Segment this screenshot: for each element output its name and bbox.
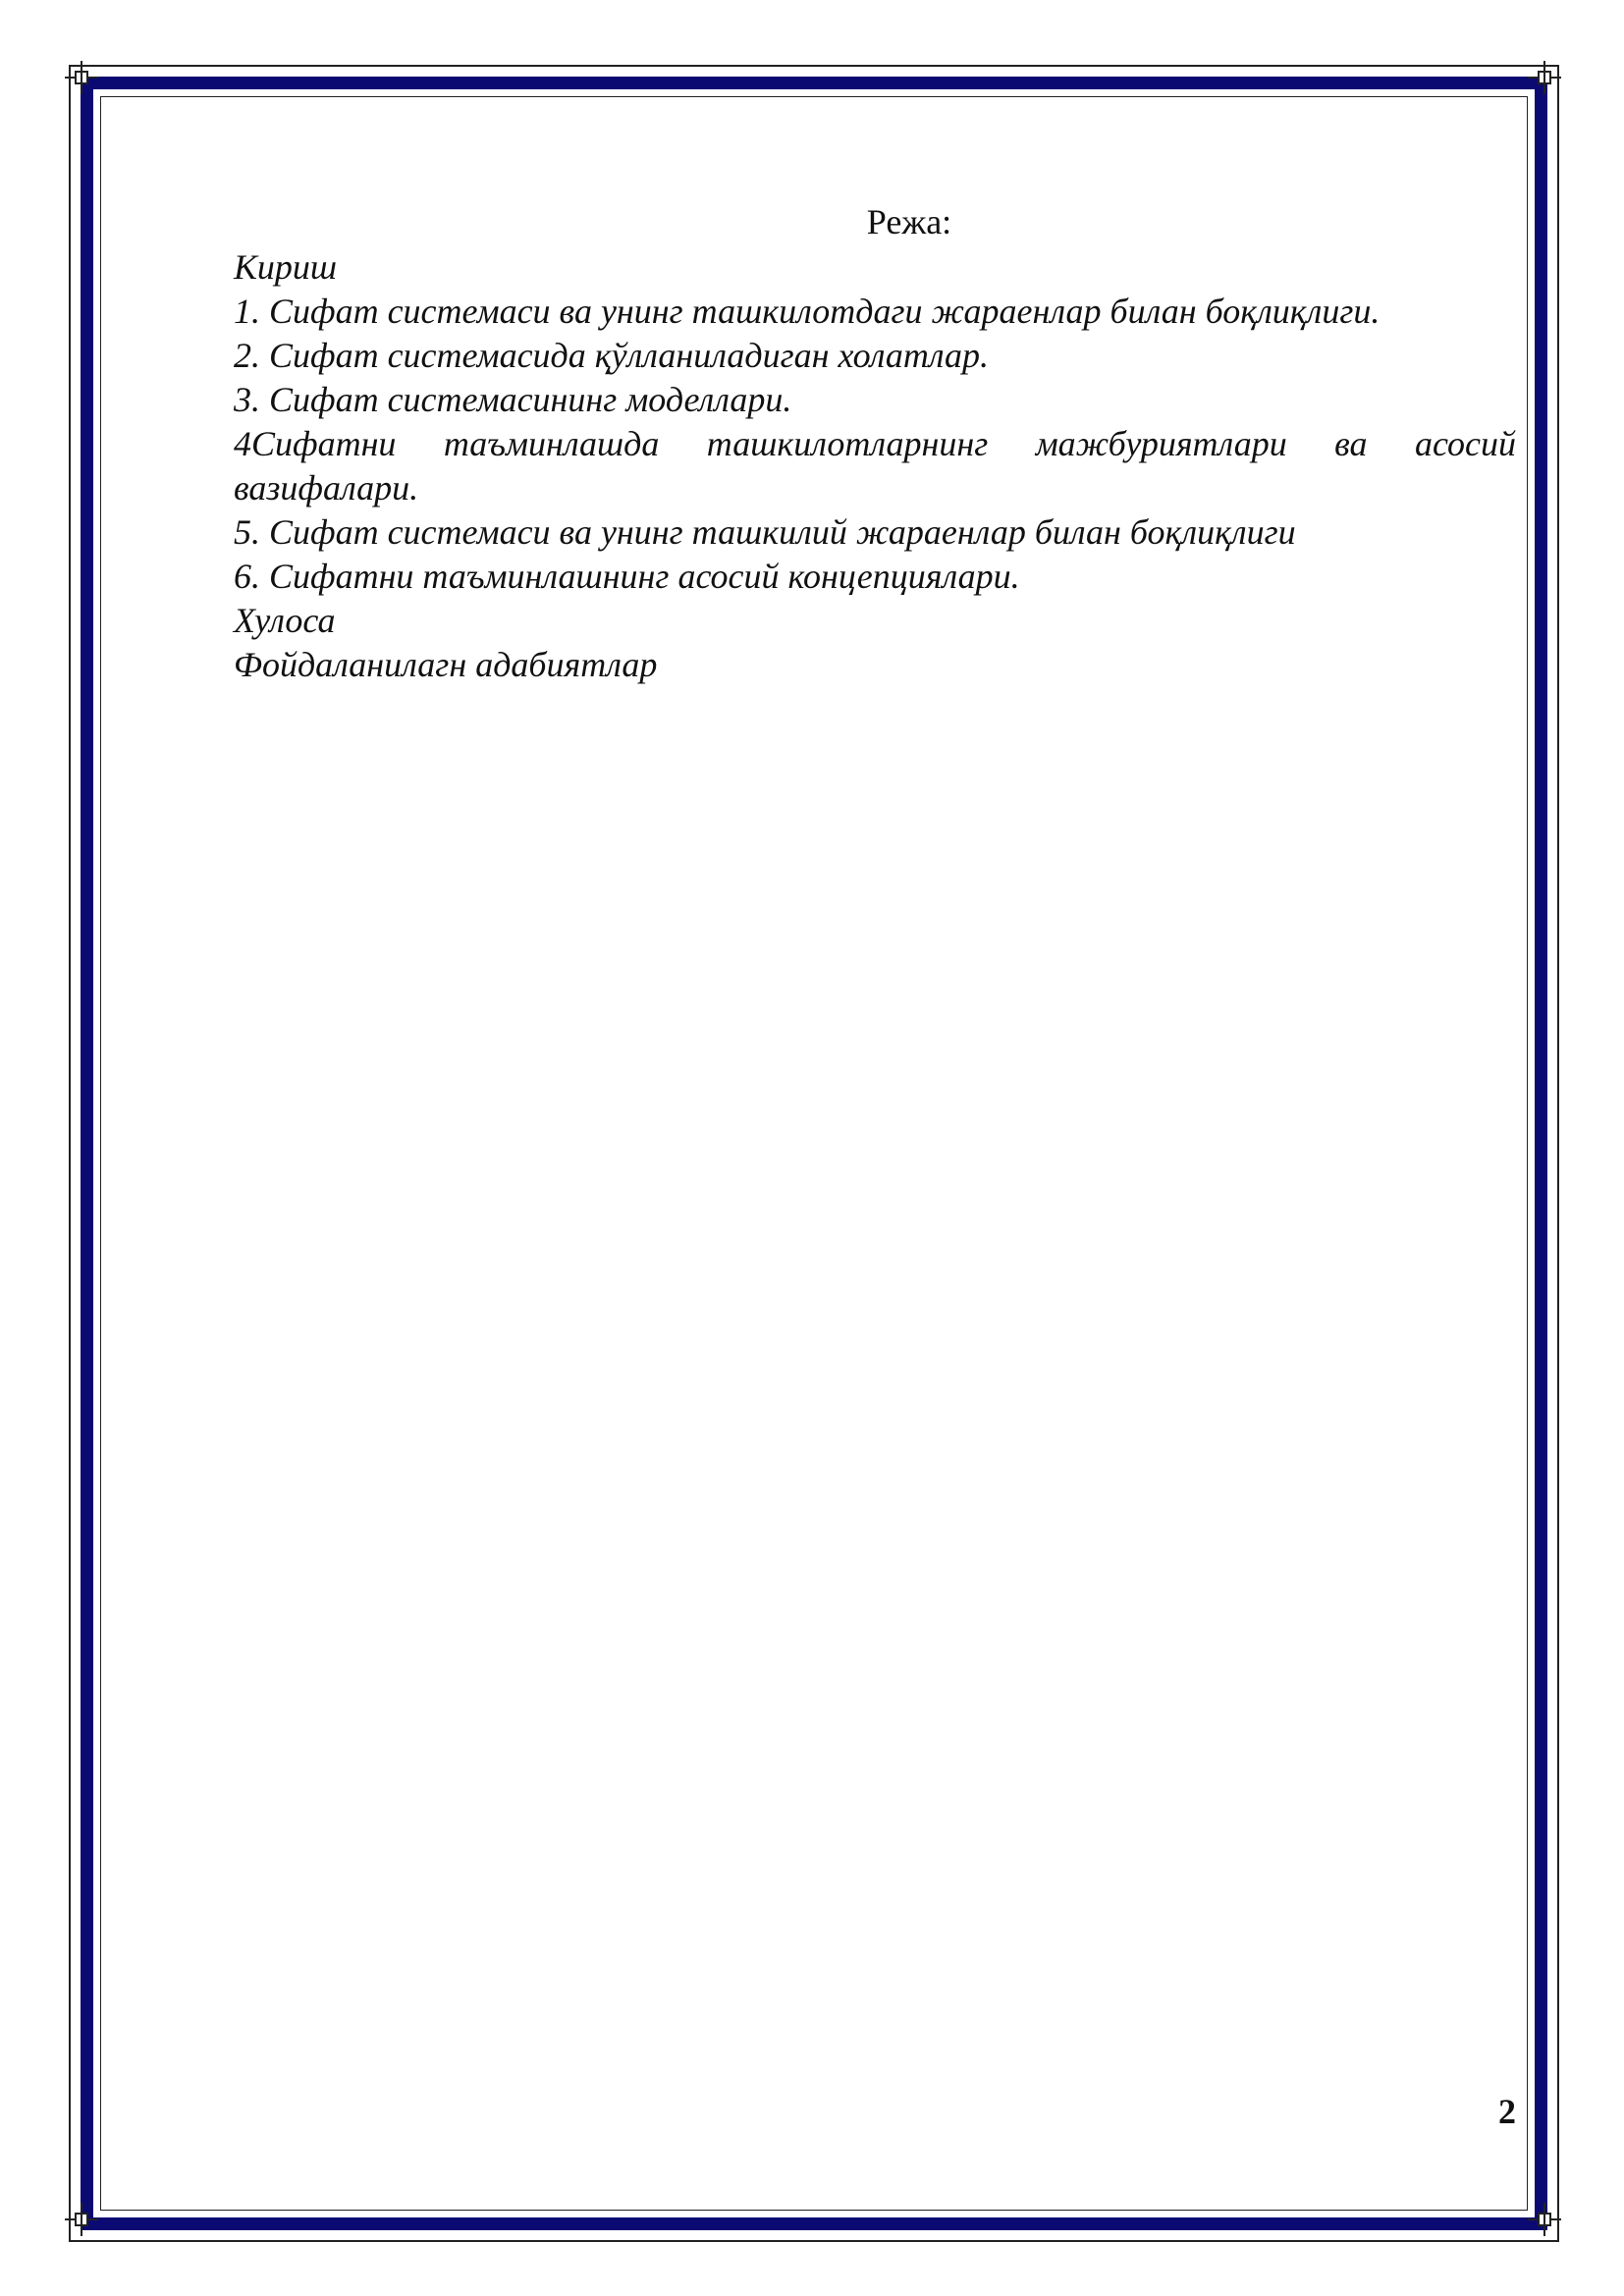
border-corner-ornament xyxy=(65,2203,98,2236)
page-number: 2 xyxy=(1498,2092,1516,2131)
table-of-contents xyxy=(234,245,1516,687)
toc-item-6: 6. Сифатни таъминлашнинг асосий концепциялари. xyxy=(234,557,1020,596)
plan-title: Режа: xyxy=(866,202,952,241)
toc-item-introduction: Кириш xyxy=(234,247,338,287)
toc-item-4-line-2: вазифалари. xyxy=(234,468,419,507)
toc-item-conclusion: Хулоса xyxy=(234,601,336,640)
page-content xyxy=(234,198,1516,687)
border-corner-ornament xyxy=(65,61,98,94)
toc-item-1: 1. Сифат системаси ва унинг ташкилотдаги жараенлар билан боқлиқлиги. xyxy=(234,292,1380,331)
border-corner-ornament xyxy=(1528,2203,1561,2236)
toc-item-4 xyxy=(234,422,1516,510)
toc-item-references: Фойдаланилагн адабиятлар xyxy=(234,645,658,684)
toc-item-4-line-1: 4Сифатни таъминлашда ташкилотларнинг мажбуриятлари ва асосий xyxy=(234,424,1516,463)
border-corner-ornament xyxy=(1528,61,1561,94)
toc-item-2: 2. Сифат системасида қўлланиладиган холатлар. xyxy=(234,336,989,375)
toc-item-5: 5. Сифат системаси ва унинг ташкилий жараенлар билан боқлиқлиги xyxy=(234,512,1296,552)
toc-item-3: 3. Сифат системасининг моделлари. xyxy=(234,380,792,419)
